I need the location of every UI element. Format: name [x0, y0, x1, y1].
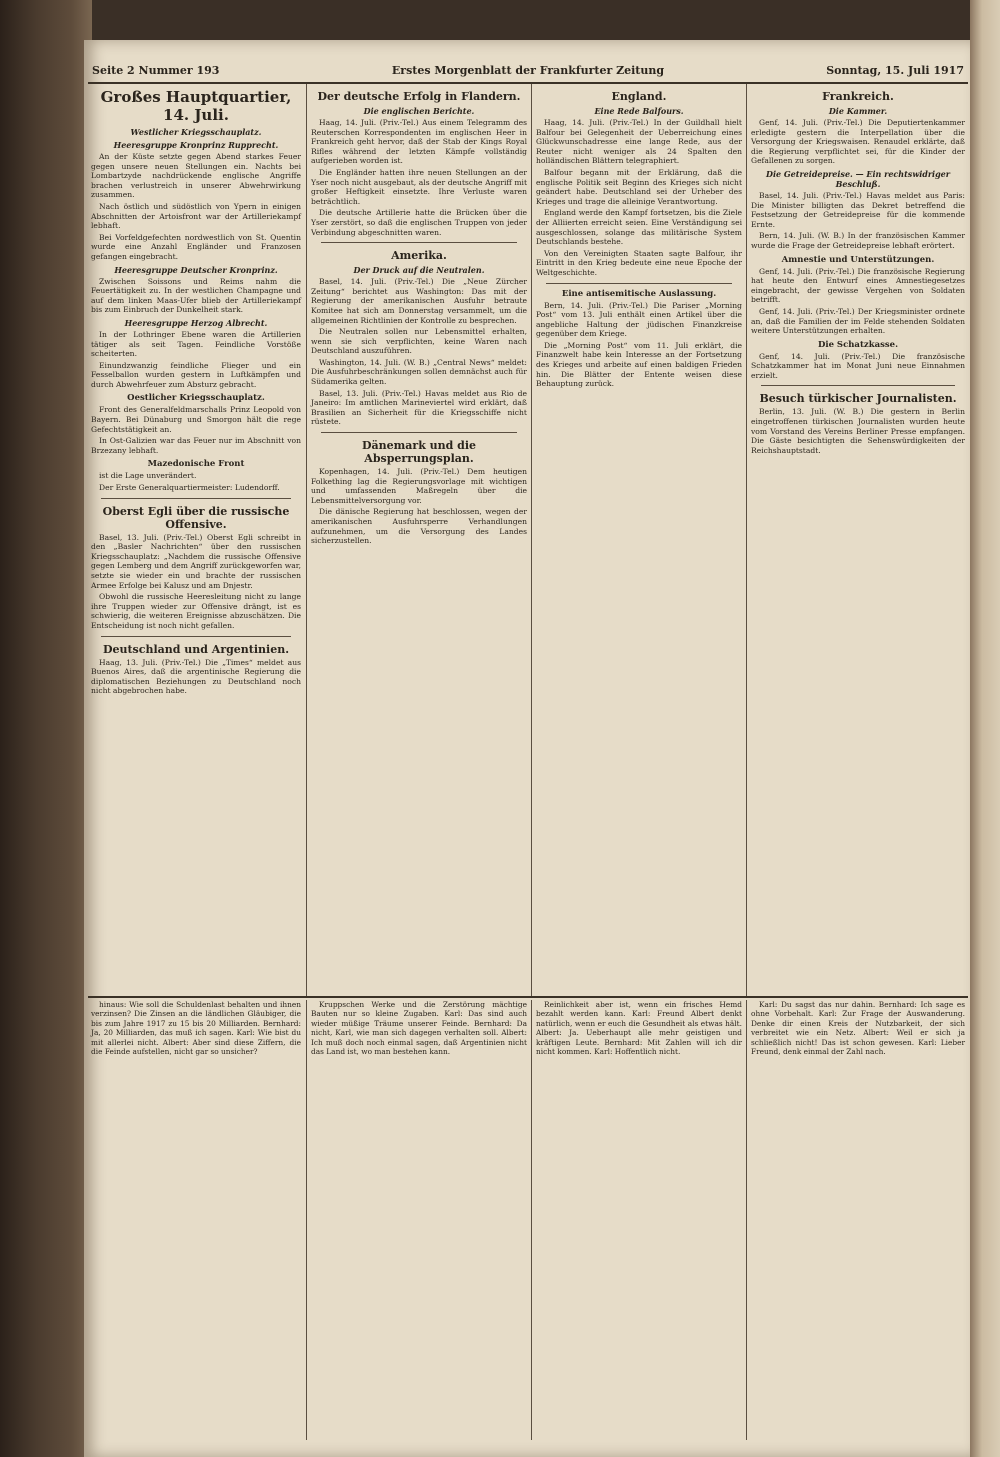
paragraph: Balfour begann mit der Erklärung, daß die englische Politik seit Beginn des Krieges sich nicht geändert habe. Deutschland sei der Urheber des Krieges und trage die alleinige Verantwortung.	[536, 167, 742, 206]
paragraph: Die dänische Regierung hat beschlossen, wegen der amerikanischen Ausfuhrsperre Verhandlungen aufzunehmen, um die Versorgung des Landes sicherzustellen.	[311, 507, 527, 546]
subheading: Die Kammer.	[828, 106, 888, 116]
headline-frankreich: Frankreich.	[822, 90, 894, 103]
feuilleton-column-3	[533, 1000, 745, 1440]
subheading: Heeresgruppe Deutscher Kronprinz.	[114, 264, 278, 275]
headline-flandern: Der deutsche Erfolg in Flandern.	[317, 90, 521, 103]
masthead	[88, 60, 968, 84]
paragraph: Basel, 13. Juli. (Priv.-Tel.) Oberst Egli schreibt in den „Basler Nachrichten“ über den russischen Kriegsschauplatz: „Nachdem die russische Offensive gegen Lemberg und dem Angriff zurückgeworfen war, setzte sie wieder ein und brachte der russischen Armee Erfolge bei Kalusz und am Dnjestr.	[91, 532, 301, 590]
headline-hauptquartier: Großes Hauptquartier, 14. Juli.	[100, 88, 292, 124]
paragraph: Zwischen Soissons und Reims nahm die Feuertätigkeit zu. In der westlichen Champagne und auf dem linken Maas-Ufer blieb der Artilleriekampf bis zum Einbruch der Dunkelheit stark.	[91, 276, 301, 315]
subheading: Westlicher Kriegsschauplatz.	[130, 127, 262, 137]
column-rule	[306, 84, 307, 996]
page-number: Seite 2 Nummer 193	[92, 64, 220, 77]
subheading: Amnestie und Unterstützungen.	[781, 254, 935, 265]
column-rule	[531, 84, 532, 996]
page-edge	[970, 0, 1000, 1457]
paragraph: Genf, 14. Juli. (Priv.-Tel.) Die Deputiertenkammer erledigte gestern die Interpellation über die Versorgung der Kriegswaisen. Renaudel erklärte, daß die Regierung verpflichtet sei, für die Kinder der Gefallenen zu sorgen.	[751, 118, 965, 166]
paragraph: Obwohl die russische Heeresleitung nicht zu lange ihre Truppen wieder zur Offensive drängt, ist es schwierig, die weiteren Ereignisse abzuschätzen. Die Entscheidung ist noch nicht gefallen.	[91, 592, 301, 630]
paragraph: Die deutsche Artillerie hatte die Brücken über die Yser zerstört, so daß die englischen Truppen von jeder Verbindung abgeschnitten waren.	[311, 208, 527, 237]
paragraph: In der Lothringer Ebene waren die Artillerien tätiger als seit Tagen. Feindliche Vorstöße scheiterten.	[91, 329, 301, 359]
headline-england: England.	[611, 90, 667, 103]
paragraph: Basel, 13. Juli. (Priv.-Tel.) Havas meldet aus Rio de Janeiro: Im amtlichen Marineviertel wird erklärt, daß Brasilien an Sicherheit für die Kriegsschiffe nicht rüstete.	[311, 388, 527, 427]
separator	[321, 242, 517, 243]
paragraph: Die Engländer hatten ihre neuen Stellungen an der Yser noch nicht ausgebaut, als der deutsche Angriff mit großer Heftigkeit einsetzte. Ihre Verluste waren beträchtlich.	[311, 167, 527, 206]
subheading: Eine Rede Balfours.	[594, 106, 684, 116]
paragraph: England werde den Kampf fortsetzen, bis die Ziele der Alliierten erreicht seien. Eine Verständigung sei ausgeschlossen, solange das militärische System Deutschlands bestehe.	[536, 208, 742, 247]
paragraph: Genf, 14. Juli. (Priv.-Tel.) Die französische Schatzkammer hat im Monat Juni neue Einnahmen erzielt.	[751, 351, 965, 380]
paragraph: In Ost-Galizien war das Feuer nur im Abschnitt von Brzezany lebhaft.	[91, 436, 301, 455]
column-rule	[746, 84, 747, 996]
paragraph: Basel, 14. Juli. (Priv.-Tel.) Havas meldet aus Paris: Die Minister billigten das Dekret betreffend die Festsetzung der Getreidepreise für die kommende Ernte.	[751, 190, 965, 229]
paragraph: Kopenhagen, 14. Juli. (Priv.-Tel.) Dem heutigen Folkething lag die Regierungsvorlage mit wichtigen und umfassenden Maßregeln über die Lebensmittelversorgung vor.	[311, 467, 527, 505]
subheading: Mazedonische Front	[147, 459, 245, 470]
column-rule	[306, 1000, 307, 1440]
dialogue-text: Karl: Du sagst das nur dahin. Bernhard: Ich sage es ohne Vorbehalt. Karl: Zur Frage der Auswanderung. Denke dir einen Kreis der Nutzbarkeit, der sich verbreitet wie ein Netz. Albert: Weil er sich ja schließlich nicht! Das ist schon gewesen. Karl: Lieber Freund, denk einmal der Zahl nach.	[751, 1000, 965, 1057]
newspaper-title: Erstes Morgenblatt der Frankfurter Zeitung	[391, 64, 665, 77]
subheading: Eine antisemitische Auslassung.	[561, 288, 717, 299]
feuilleton-column-1	[88, 1000, 304, 1440]
paragraph: Haag, 13. Juli. (Priv.-Tel.) Die „Times“ meldet aus Buenos Aires, daß die argentinische Regierung die diplomatischen Beziehungen zu Deutschland noch nicht abgebrochen habe.	[91, 657, 301, 696]
dialogue-text: Reinlichkeit aber ist, wenn ein frisches Hemd bezahlt werden kann. Karl: Freund Albert denkt natürlich, wenn er euch die Gesundheit als etwas hält. Albert: Ja. Ueberhaupt alle mehr geistigen und kräftigen Leute. Bernhard: Mit Zahlen will ich dir nicht kommen. Karl: Hoffentlich nicht.	[536, 1000, 742, 1057]
paragraph: An der Küste setzte gegen Abend starkes Feuer gegen unsere neuen Stellungen ein. Nachts bei Lombartzyde nachdrückende englische Angriffe brachen verlustreich in unserer Abwehrwirkung zusammen.	[91, 152, 301, 200]
headline-daenemark: Dänemark und die Absperrungsplan.	[361, 439, 477, 466]
article-column-4	[748, 84, 968, 996]
article-column-2	[308, 84, 530, 996]
column-rule	[746, 1000, 747, 1440]
subheading: Die Schatzkasse.	[817, 339, 899, 350]
paragraph: Haag, 14. Juli. (Priv.-Tel.) In der Guildhall hielt Balfour bei Gelegenheit der Ueberreichung eines Glückwunschadresse eine lange Rede, aus der Reuter nicht weniger als 24 Spalten den holländischen Blättern telegraphiert.	[536, 118, 742, 166]
dialogue-text: hinaus: Wie soll die Schuldenlast behalten und ihnen verzinsen? Die Zinsen an die ländlichen Gläubiger, die bis zum Jahre 1917 zu 15 bis 20 Milliarden. Bernhard: Ja, 20 Milliarden, das muß ich sagen. Karl: Wie bist du mit allerlei nicht. Albert: Aber sind diese Ziffern, die die Feinde aufstellen, nicht gar so unsicher?	[91, 1000, 301, 1057]
paragraph: Einundzwanzig feindliche Flieger und ein Fesselballon wurden gestern in Luftkämpfen und durch Abwehrfeuer zum Absturz gebracht.	[91, 360, 301, 389]
headline-egli: Oberst Egli über die russische Offensive.	[102, 504, 290, 531]
paragraph: Bern, 14. Juli. (Priv.-Tel.) Die Pariser „Morning Post“ vom 13. Juli enthält einen Artikel über die angebliche Haltung der jüdischen Finanzkreise gegenüber dem Kriege.	[536, 300, 742, 339]
column-rule	[531, 1000, 532, 1440]
separator	[321, 432, 517, 433]
paragraph: Nach östlich und südöstlich von Ypern in einigen Abschnitten der Artoisfront war der Artilleriekampf lebhaft.	[91, 201, 301, 231]
separator	[546, 283, 732, 284]
issue-date: Sonntag, 15. Juli 1917	[826, 64, 964, 77]
headline-amerika: Amerika.	[391, 249, 447, 263]
separator	[101, 498, 291, 499]
paragraph: Washington, 14. Juli. (W. B.) „Central News“ meldet: Die Ausfuhrbeschränkungen sollen demnächst auch für Südamerika gelten.	[311, 357, 527, 387]
paragraph: Genf, 14. Juli. (Priv.-Tel.) Die französische Regierung hat heute den Entwurf eines Amnestiegesetzes eingebracht, der gewisse Vergehen von Soldaten betrifft.	[751, 266, 965, 305]
feuilleton-column-2	[308, 1000, 530, 1440]
headline-journalisten: Besuch türkischer Journalisten.	[759, 392, 957, 406]
dialogue-text: Kruppschen Werke und die Zerstörung mächtige Bauten nur so kleine Zugaben. Karl: Das sind auch wieder müßige Träume unserer Feinde. Bernhard: Da nicht, Karl, wie man sich dagegen verhalten soll. Albert: Ich muß doch noch einmal sagen, daß Argentinien nicht das Land ist, wo man bestehen kann.	[311, 1000, 527, 1057]
paragraph: Basel, 14. Juli. (Priv.-Tel.) Die „Neue Zürcher Zeitung“ berichtet aus Washington: Das mit der Regierung der amerikanischen Ausfuhr betraute Komitee hat sich am Donnerstag versammelt, um die allgemeinen Richtlinien der Kontrolle zu besprechen.	[311, 277, 527, 325]
feuilleton-column-4	[748, 1000, 968, 1440]
paragraph: Front des Generalfeldmarschalls Prinz Leopold von Bayern. Bei Dünaburg und Smorgon hält die rege Gefechtstätigkeit an.	[91, 405, 301, 434]
paragraph: Von den Vereinigten Staaten sagte Balfour, ihr Eintritt in den Krieg bedeute eine neue Epoche der Weltgeschichte.	[536, 248, 742, 277]
paragraph: Bern, 14. Juli. (W. B.) In der französischen Kammer wurde die Frage der Getreidepreise lebhaft erörtert.	[751, 231, 965, 250]
signature: Der Erste Generalquartiermeister: Ludendorff.	[99, 483, 280, 493]
binding-margin	[0, 0, 92, 1457]
separator	[761, 385, 955, 386]
paragraph: Berlin, 13. Juli. (W. B.) Die gestern in Berlin eingetroffenen türkischen Journalisten wurden heute vom Vorstand des Vereins Berliner Presse empfangen. Die Gäste besichtigten die Sehenswürdigkeiten der Reichshauptstadt.	[751, 407, 965, 455]
paragraph: Bei Vorfeldgefechten nordwestlich von St. Quentin wurde eine Anzahl Engländer und Franzosen gefangen eingebracht.	[91, 232, 301, 261]
paragraph: ist die Lage unverändert.	[99, 471, 197, 481]
subheading: Die Getreidepreise. — Ein rechtswidriger Beschluß.	[766, 168, 950, 189]
paragraph: Die „Morning Post“ vom 11. Juli erklärt, die Finanzwelt habe kein Interesse an der Fortsetzung des Krieges und arbeite auf einen baldigen Frieden hin. Die Blätter der Entente weisen diese Behauptung zurück.	[536, 340, 742, 389]
paragraph: Genf, 14. Juli. (Priv.-Tel.) Der Kriegsminister ordnete an, daß die Familien der im Felde stehenden Soldaten weitere Unterstützungen erhalten.	[751, 306, 965, 336]
subheading: Oestlicher Kriegsschauplatz.	[127, 393, 265, 404]
section-divider	[88, 996, 968, 998]
subheading: Die englischen Berichte.	[363, 106, 475, 116]
separator	[101, 636, 291, 637]
subheading: Heeresgruppe Herzog Albrecht.	[124, 317, 268, 328]
paragraph: Die Neutralen sollen nur Lebensmittel erhalten, wenn sie sich verpflichten, keine Waren nach Deutschland auszuführen.	[311, 327, 527, 356]
headline-argentinien: Deutschland und Argentinien.	[102, 642, 290, 656]
article-column-3	[533, 84, 745, 996]
subheading: Der Druck auf die Neutralen.	[353, 265, 485, 276]
subheading: Heeresgruppe Kronprinz Rupprecht.	[113, 140, 279, 150]
paragraph: Haag, 14. Juli. (Priv.-Tel.) Aus einem Telegramm des Reuterschen Korrespondenten im englischen Heer in Frankreich geht hervor, daß der Stab der Kings Royal Rifles während der letzten Kämpfe vollständig aufgerieben worden ist.	[311, 118, 527, 166]
article-column-1	[88, 84, 304, 996]
